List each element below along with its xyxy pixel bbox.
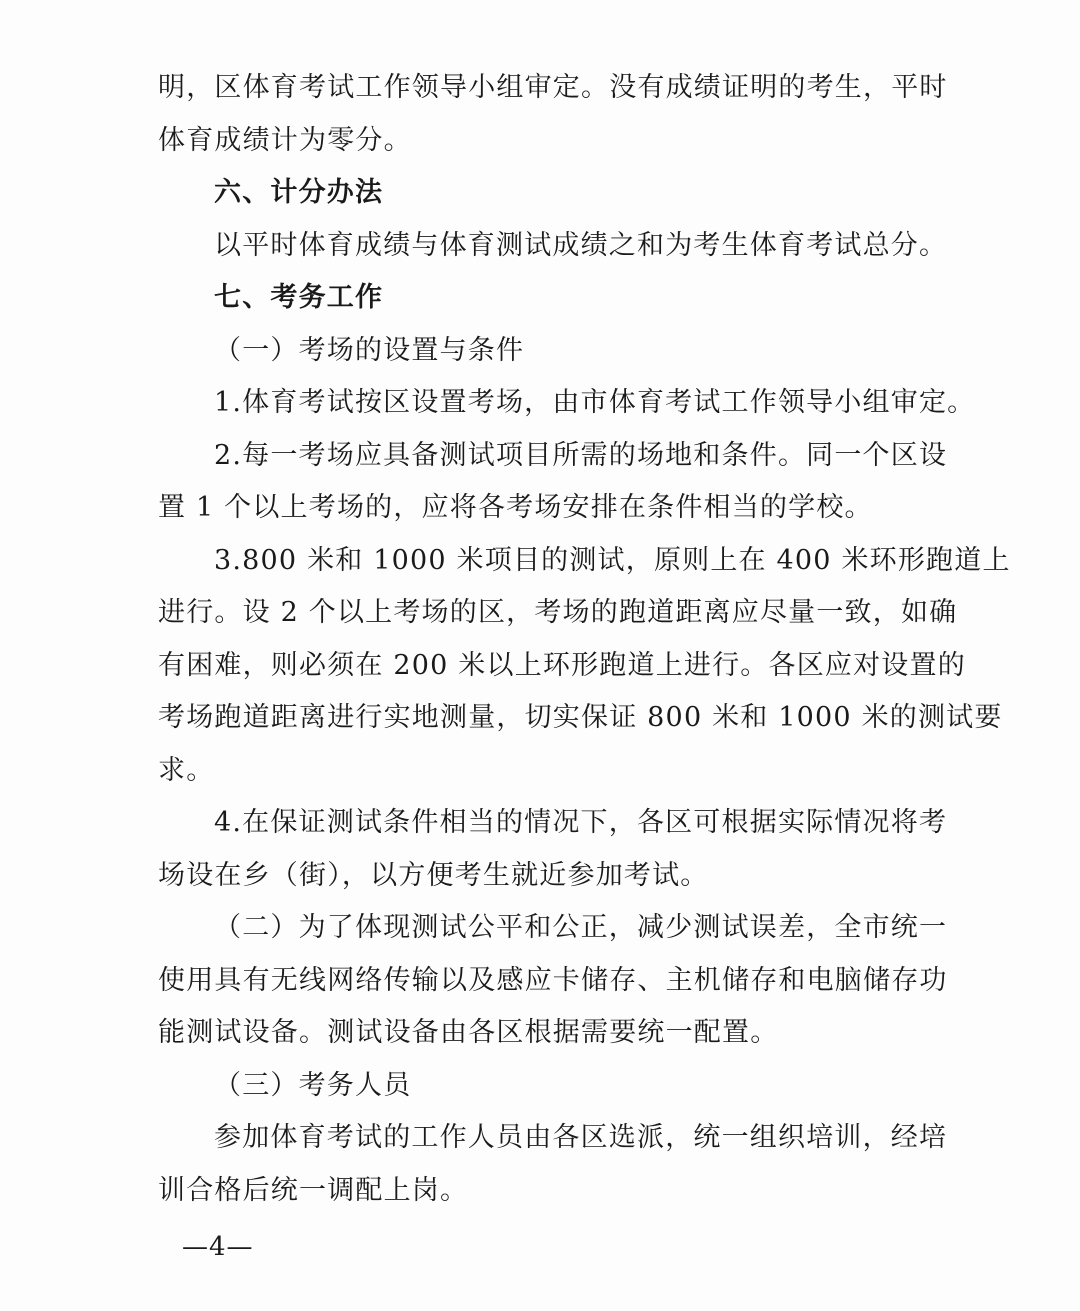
paragraph-line: 能测试设备。测试设备由各区根据需要统一配置。 <box>158 1017 779 1048</box>
paragraph-line: 明，区体育考试工作领导小组审定。没有成绩证明的考生，平时 <box>158 72 948 103</box>
page-number: —4— <box>182 1232 254 1262</box>
subsection-heading-three: （三）考务人员 <box>214 1069 412 1101</box>
paragraph-line: 场设在乡（街），以方便考生就近参加考试。 <box>158 859 709 891</box>
document-body <box>158 62 1011 1217</box>
paragraph-line: 参加体育考试的工作人员由各区选派，统一组织培训，经培 <box>214 1122 948 1153</box>
paragraph-line: 以平时体育成绩与体育测试成绩之和为考生体育考试总分。 <box>214 229 948 261</box>
paragraph-line: 考场跑道距离进行实地测量，切实保证 800 米和 1000 米的测试要 <box>158 702 1003 733</box>
paragraph-line: 4.在保证测试条件相当的情况下，各区可根据实际情况将考 <box>214 807 948 838</box>
section-heading-six: 六、计分办法 <box>214 177 384 208</box>
section-heading-seven: 七、考务工作 <box>214 282 384 313</box>
paragraph-line: 2.每一考场应具备测试项目所需的场地和条件。同一个区设 <box>214 439 948 471</box>
paragraph-line: 置 1 个以上考场的，应将各考场安排在条件相当的学校。 <box>158 492 873 523</box>
subsection-heading-one: （一）考场的设置与条件 <box>214 334 525 366</box>
paragraph-line: 有困难，则必须在 200 米以上环形跑道上进行。各区应对设置的 <box>158 649 966 681</box>
paragraph-line: 1.体育考试按区设置考场，由市体育考试工作领导小组审定。 <box>214 387 976 418</box>
subsection-two-line: （二）为了体现测试公平和公正，减少测试误差，全市统一 <box>214 912 948 943</box>
paragraph-line: 求。 <box>158 754 215 786</box>
paragraph-line: 3.800 米和 1000 米项目的测试，原则上在 400 米环形跑道上 <box>214 544 1011 576</box>
paragraph-line: 使用具有无线网络传输以及感应卡储存、主机储存和电脑储存功 <box>158 964 948 996</box>
paragraph-line: 进行。设 2 个以上考场的区，考场的跑道距离应尽量一致，如确 <box>158 597 958 628</box>
paragraph-line: 体育成绩计为零分。 <box>158 124 412 156</box>
paragraph-line: 训合格后统一调配上岗。 <box>158 1174 469 1206</box>
